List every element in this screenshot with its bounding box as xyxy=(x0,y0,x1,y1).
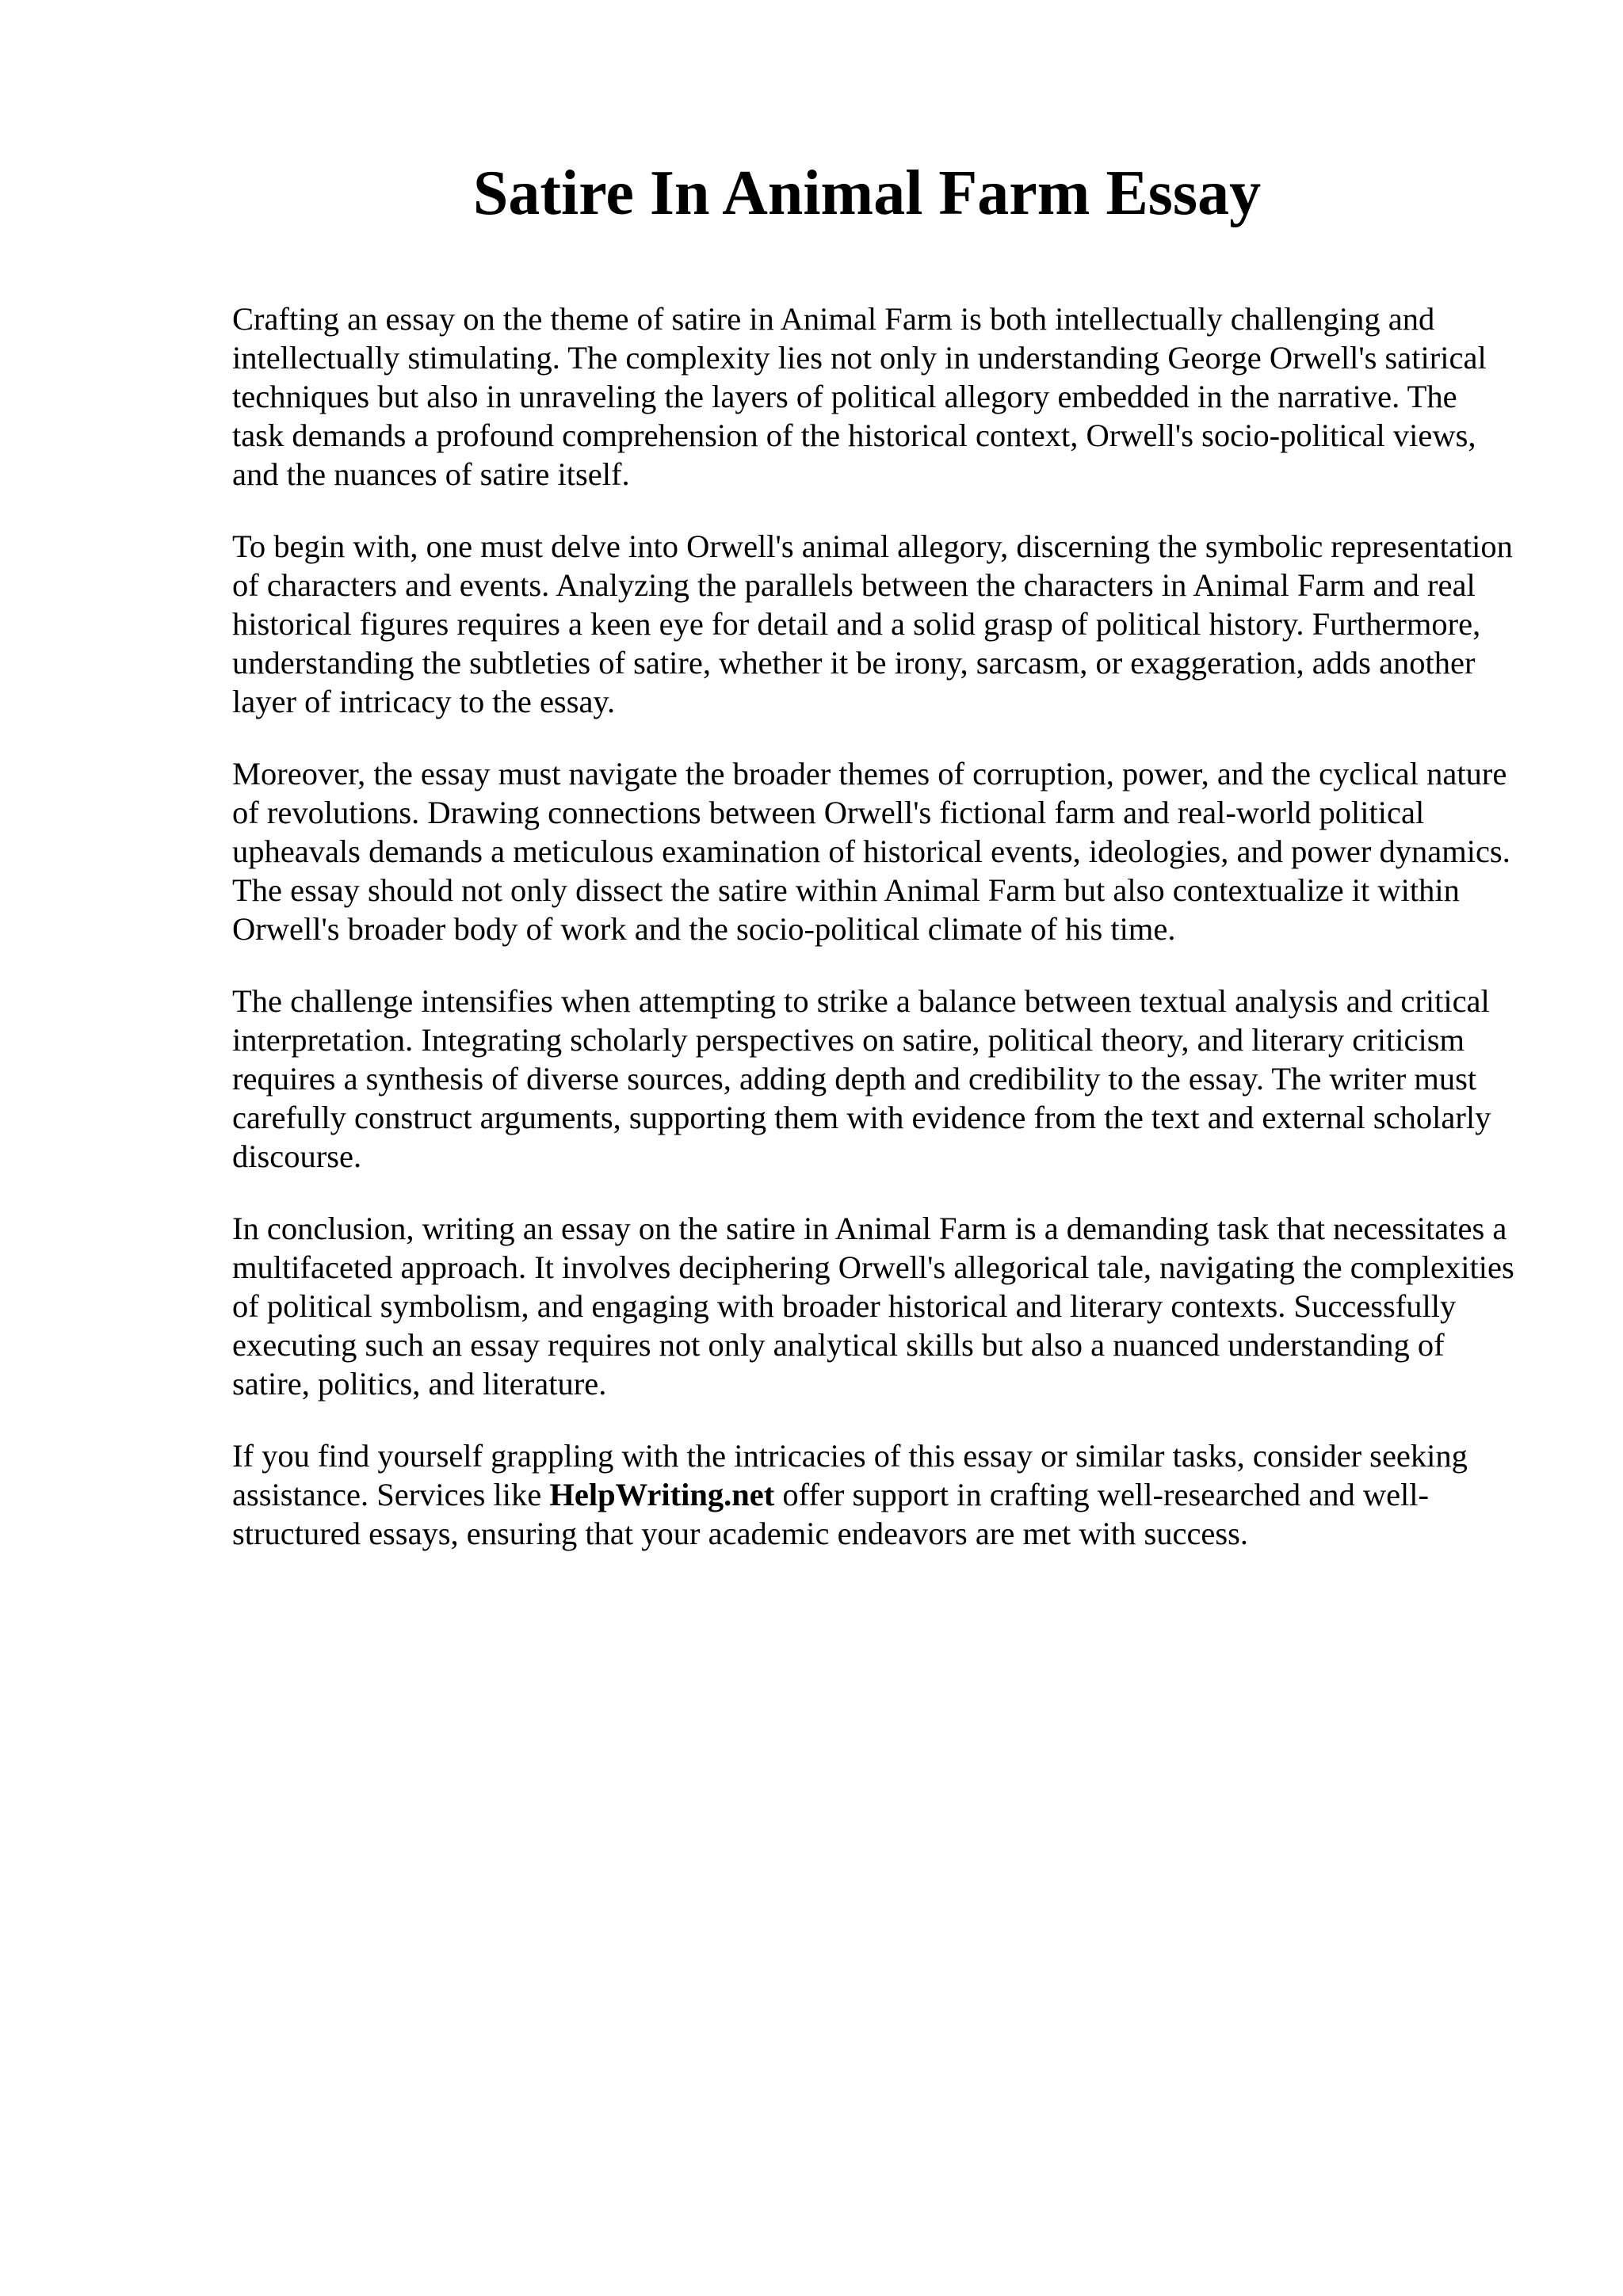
closing-text-before: If you find yourself grappling with the intricacies of this essay or similar tasks, consider seeking assistance. Services like xyxy=(232,1438,1468,1512)
closing-paragraph xyxy=(232,1436,1516,1553)
paragraph-5: In conclusion, writing an essay on the satire in Animal Farm is a demanding task that necessitates a multifaceted approach. It involves deciphering Orwell's allegorical tale, navigating the complexities of political symbolism, and engaging with broader historical and literary contexts. Successfully executing such an essay requires not only analytical skills but also a nuanced understanding of satire, politics, and literature. xyxy=(232,1211,1514,1402)
paragraph-3: Moreover, the essay must navigate the broader themes of corruption, power, and the cyclical nature of revolutions. Drawing connections between Orwell's fictional farm and real-world political upheavals demands a meticulous examination of historical events, ideologies, and power dynamics. The essay should not only dissect the satire within Animal Farm but also contextualize it within Orwell's broader body of work and the socio-political climate of his time. xyxy=(232,756,1510,947)
paragraph-4: The challenge intensifies when attempting to strike a balance between textual analysis and critical interpretation. Integrating scholarly perspectives on satire, political theory, and literary criticism requires a synthesis of diverse sources, adding depth and credibility to the essay. The writer must carefully construct arguments, supporting them with evidence from the text and external scholarly discourse. xyxy=(232,983,1491,1174)
closing-text-after: offer support in crafting well-researched and well-structured essays, ensuring that your academic endeavors are met with success. xyxy=(232,1477,1430,1551)
paragraph-2: To begin with, one must delve into Orwell's animal allegory, discerning the symbolic representation of characters and events. Analyzing the parallels between the characters in Animal Farm and real historical figures requires a keen eye for detail and a solid grasp of political history. Furthermore, understanding the subtleties of satire, whether it be irony, sarcasm, or exaggeration, adds another layer of intricacy to the essay. xyxy=(232,528,1513,719)
paragraph-1: Crafting an essay on the theme of satire in Animal Farm is both intellectually challenging and intellectually stimulating. The complexity lies not only in understanding George Orwell's satirical techniques but also in unraveling the layers of political allegory embedded in the narrative. The task demands a profound comprehension of the historical context, Orwell's socio-political views, and the nuances of satire itself. xyxy=(232,301,1487,492)
document-title: Satire In Animal Farm Essay xyxy=(472,158,1262,228)
brand-name: HelpWriting.net xyxy=(549,1477,775,1512)
essay-body xyxy=(232,299,1516,1586)
